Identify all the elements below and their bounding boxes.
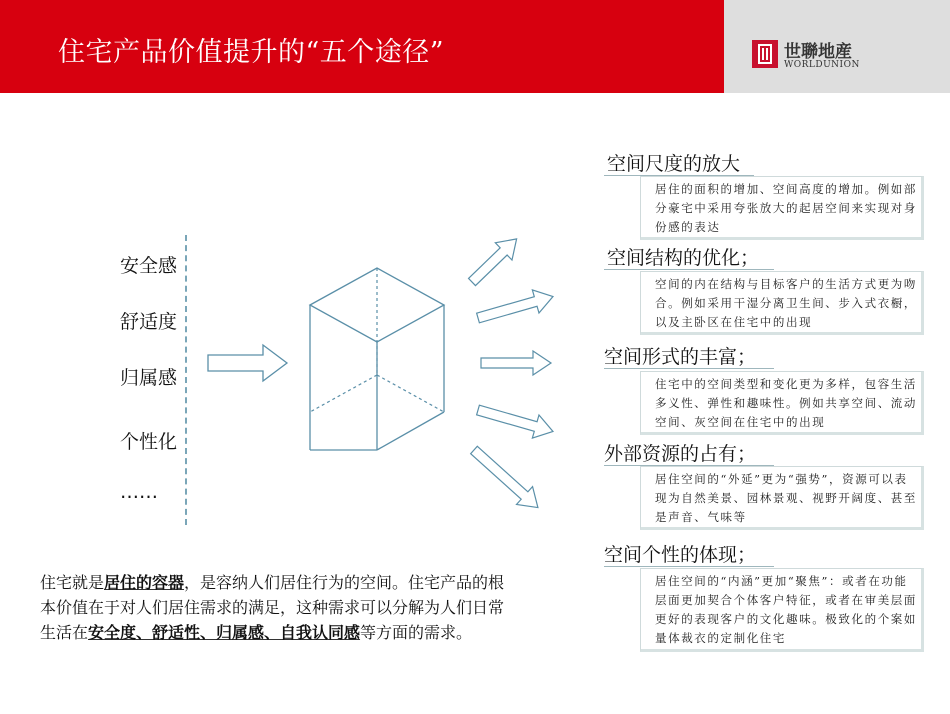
path-underline-2	[604, 269, 774, 270]
path-title-2: 空间结构的优化；	[607, 247, 760, 269]
logo-english-name: WORLDUNION	[784, 60, 860, 70]
path-desc-1: 居住的面积的增加、空间高度的增加。例如部分豪宅中采用夸张放大的起居空间来实现对身份感的表达	[640, 176, 924, 240]
need-label-belonging: 归属感	[120, 367, 178, 389]
cube-icon	[310, 268, 444, 450]
path-title-4: 外部资源的占有；	[604, 443, 757, 465]
path-desc-4: 居住空间的“外延”更为“强势”，资源可以表现为自然美景、园林景观、视野开阔度、甚至是声音、气味等	[640, 466, 924, 530]
logo-chinese-name: 世聯地産	[784, 42, 852, 62]
summary-text-1: 住宅就是	[40, 573, 105, 592]
path-desc-3: 住宅中的空间类型和变化更为多样，包容生活多义性、弹性和趣味性。例如共享空间、流动空间、灰空间在住宅中的出现	[640, 371, 924, 435]
path-underline-5	[604, 566, 774, 567]
header-bar	[0, 0, 950, 93]
dashed-divider	[185, 235, 187, 525]
path-title-1: 空间尺度的放大	[607, 153, 741, 175]
output-arrow-icon-3	[481, 351, 551, 375]
need-label-safety: 安全感	[120, 255, 178, 277]
need-label-comfort: 舒适度	[120, 311, 178, 333]
cube-hidden-edges	[310, 268, 444, 412]
path-desc-5: 居住空间的“内涵”更加“聚焦”：或者在功能层面更加契合个体客户特征，或者在审美层面更好的表现客户的文化趣味。极致化的个案如量体裁衣的定制化住宅	[640, 568, 924, 652]
summary-key-container: 居住的容器	[104, 573, 185, 592]
summary-text-3: 等方面的需求。	[360, 623, 473, 642]
output-arrow-icon-1	[464, 230, 525, 290]
summary-paragraph	[40, 570, 510, 645]
output-arrow-icon-4	[475, 398, 557, 443]
need-label-ellipsis: ……	[120, 481, 158, 503]
output-arrow-icon-5	[466, 441, 546, 516]
need-label-individuality: 个性化	[120, 431, 178, 453]
path-title-3: 空间形式的丰富；	[604, 346, 757, 368]
path-desc-2: 空间的内在结构与目标客户的生活方式更为吻合。例如采用干湿分离卫生间、步入式衣橱，以及主卧区在住宅中的出现	[640, 271, 924, 335]
page-title: 住宅产品价值提升的“五个途径”	[58, 37, 445, 68]
logo-mark-icon	[752, 40, 778, 68]
input-arrow-icon	[208, 345, 287, 381]
path-underline-3	[604, 368, 774, 369]
output-arrow-icon-2	[475, 285, 557, 330]
path-title-5: 空间个性的体现；	[604, 544, 757, 566]
summary-key-needs: 安全度、舒适性、归属感、自我认同感	[88, 623, 361, 642]
summary-text-2: ，是容纳人们居住行为的空间。住宅产品的根本价值在于对人们居住需求的满足，这种需求可以分解为人们日常生活在	[40, 573, 505, 642]
